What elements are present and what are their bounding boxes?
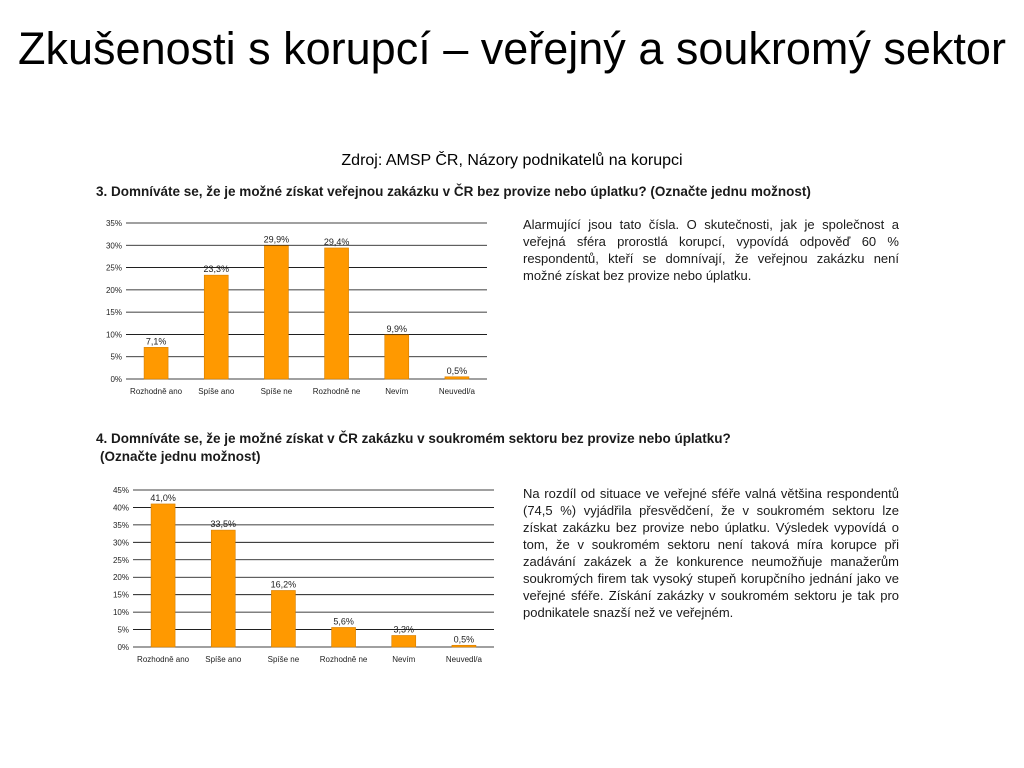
question-4-title-line1: 4. Domníváte se, že je možné získat v ČR zakázku v soukromém sektoru bez provize nebo úplatku? — [96, 431, 731, 446]
data-label: 0,5% — [446, 365, 468, 376]
data-label: 16,2% — [270, 579, 297, 590]
question-4-description: Na rozdíl od situace ve veřejné sféře valná většina respondentů (74,5 %) vyjádřila přesvědčení, že v soukromém sektoru lze získat zakázku bez provize nebo úplatku. Výsledek vypovídá o tom, že v soukromém sektoru není taková míra korupce při zadávání zakázek a že konkurence neumožňuje manažerům soukromých firem tak vysoký stupeň korupčního jednání jako ve veřejné sféře. Získání zakázky v soukromém sektoru je tak pro podnikatele snazší než ve veřejném. — [523, 486, 899, 620]
y-tick-label: 10% — [112, 608, 129, 618]
bar — [452, 645, 476, 647]
y-tick-label: 10% — [105, 330, 122, 340]
y-tick-label: 30% — [105, 241, 122, 251]
bar — [151, 504, 175, 647]
bar — [392, 635, 416, 647]
y-tick-label: 20% — [112, 573, 129, 583]
data-label: 33,5% — [210, 519, 237, 530]
y-tick-label: 40% — [112, 503, 129, 513]
y-tick-label: 35% — [105, 219, 122, 228]
y-tick-label: 20% — [105, 285, 122, 295]
source-note: Zdroj: AMSP ČR, Názory podnikatelů na korupci — [341, 152, 683, 169]
x-tick-label: Rozhodně ano — [137, 655, 190, 664]
data-label: 41,0% — [150, 492, 176, 503]
x-tick-label: Rozhodně ne — [312, 387, 361, 396]
y-tick-label: 15% — [105, 308, 122, 318]
x-tick-label: Nevím — [385, 387, 409, 396]
data-label: 29,9% — [263, 234, 290, 245]
data-label: 3,3% — [393, 624, 415, 635]
question-3-title: 3. Domníváte se, že je možné získat veřejnou zakázku v ČR bez provize nebo úplatku? (Označte jednu možnost) — [96, 184, 811, 199]
y-tick-label: 25% — [112, 555, 129, 565]
x-tick-label: Spíše ano — [205, 655, 242, 664]
data-label: 9,9% — [386, 323, 408, 334]
x-tick-label: Spíše ne — [267, 655, 300, 664]
y-tick-label: 5% — [117, 625, 129, 635]
y-tick-label: 15% — [112, 590, 129, 600]
data-label: 7,1% — [145, 336, 167, 347]
y-tick-label: 0% — [110, 375, 122, 384]
bar — [332, 627, 356, 647]
question-3-description: Alarmující jsou tato čísla. O skutečnosti, jak je společnost a veřejná sféra prorostlá korupcí, vypovídá odpověď 60 % respondentů, kteří se domnívají, že veřejnou zakázku není možné získat bez provize nebo úplatku. — [523, 217, 899, 283]
x-tick-label: Rozhodně ne — [319, 655, 368, 664]
x-tick-label: Neuvedl/a — [438, 387, 475, 396]
x-tick-label: Rozhodně ano — [130, 387, 183, 396]
bar — [211, 530, 235, 647]
data-label: 0,5% — [453, 634, 475, 645]
y-tick-label: 30% — [112, 538, 129, 548]
y-tick-label: 5% — [110, 352, 122, 362]
slide-title: Zkušenosti s korupcí – veřejný a soukromý sektor — [18, 23, 1006, 74]
x-tick-label: Neuvedl/a — [445, 655, 482, 664]
data-label: 5,6% — [333, 616, 354, 627]
x-tick-label: Spíše ne — [260, 387, 293, 396]
bar — [271, 590, 295, 647]
data-label: 29,4% — [323, 236, 350, 247]
x-tick-label: Nevím — [392, 655, 416, 664]
x-tick-label: Spíše ano — [198, 387, 235, 396]
question-4-title-line2: (Označte jednu možnost) — [100, 449, 261, 464]
y-tick-label: 45% — [112, 486, 129, 495]
y-tick-label: 25% — [105, 263, 122, 273]
data-label: 23,3% — [203, 264, 230, 275]
y-tick-label: 35% — [112, 520, 129, 530]
y-tick-label: 0% — [117, 643, 129, 652]
